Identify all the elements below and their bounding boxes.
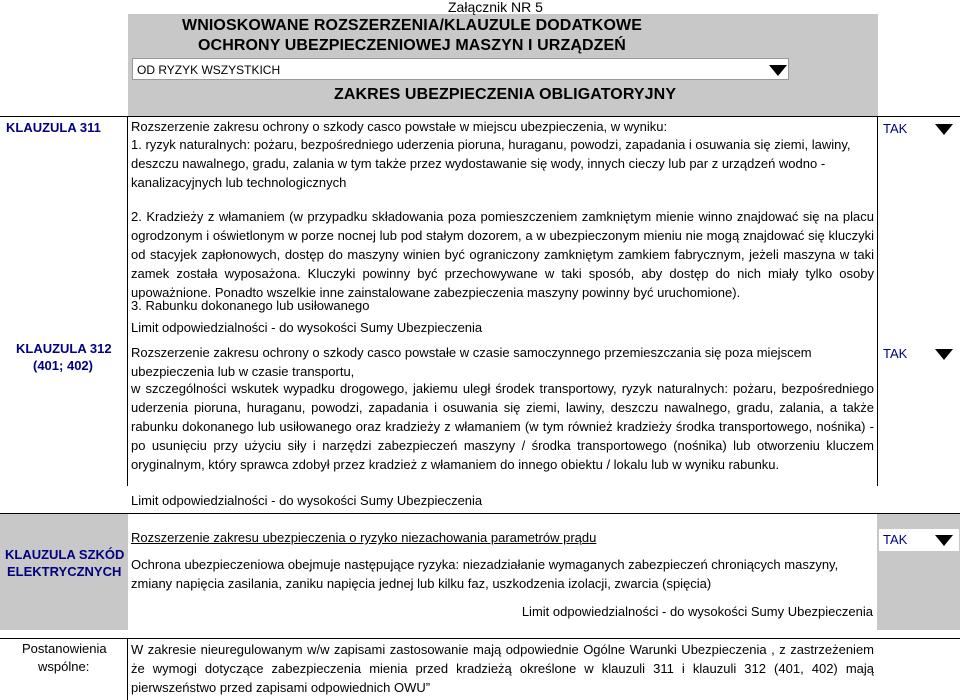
- chevron-down-icon[interactable]: [769, 65, 787, 76]
- annex-label: Załącznik NR 5: [448, 0, 543, 15]
- electrical-top-rule: [0, 513, 960, 514]
- common-text: W zakresie nieuregulowanym w/w zapisami zastosowanie mają odpowiednie Ogólne Warunki Ubezpieczenia , z zastrzeżeniem że wymogi dotyczące zabezpieczenia mienia przed kradzieżą określone w klauzuli 311 i klauzuli 312 (401, 402) mają pierwszeństwo przed zapisami odpowiednich OWU”: [131, 642, 874, 695]
- clause-311-item1: 1. ryzyk naturalnych: pożaru, bezpośredniego uderzenia pioruna, huraganu, powodzi, zapadania i osuwania się ziemi, lawiny, deszczu nawalnego, gradu, zalania w tym także przez wydostawanie się wody, innych cieczy lub par z urządzeń wodno - kanalizacyjnych lub technologicznych: [131, 137, 851, 190]
- clause-312-choice-select[interactable]: [879, 343, 959, 365]
- right-col-separator: [877, 116, 878, 486]
- clause-312-choice-value: TAK: [883, 346, 908, 361]
- chevron-down-icon[interactable]: [935, 535, 953, 546]
- clause-311-item2: 2. Kradzieży z włamaniem (w przypadku składowania poza pomieszczeniem zamkniętym mienie winno znajdować się na placu ogrodzonym i oświetlonym w porze nocnej lub pod stałym dozorem, a w ubezpieczonym mieniu nie mogą znajdować się kluczyki od stacyjek zapłonowych, dostęp do maszyny winien być ograniczony zamkniętym zamkiem fabrycznym, jeżeli maszyna w taki zamek została wyposażona. Kluczyki powinny być przechowywane w taki sposób, aby dostęp do nich miały tylko osoby upoważnione. Ponadto wszelkie inne zainstalowane zabezpieczenia maszyny powinny być uruchomione).: [131, 209, 874, 300]
- chevron-down-icon[interactable]: [935, 124, 953, 135]
- electrical-label-line1: KLAUZULA SZKÓD: [5, 547, 125, 562]
- clause-311-item3: 3. Rabunku dokonanego lub usiłowanego: [131, 298, 370, 313]
- clause-312-text2: w szczególności wskutek wypadku drogowego, jakiemu uległ środek transportowy, ryzyk naturalnych: pożaru, bezpośredniego uderzenia pioruna, huraganu, powodzi, zapadania i osuwania się ziemi, lawiny, deszczu nawalnego, gradu, zalania, a także rabunku dokonanego lub usiłowanego oraz kradzieży z włamaniem (w tym również kradzieży środka transportowego, nośnika) - po usunięciu przy użyciu siły i narzędzi zabezpieczeń maszyny / środka transportowego (nośnika) lub otworzeniu kluczem oryginalnym, który sprawca zdobył przez kradzież z włamaniem do innego obiektu / lokalu lub w wyniku rabunku.: [131, 381, 874, 472]
- common-label-line1: Postanowienia: [22, 641, 107, 656]
- scope-title: ZAKRES UBEZPIECZENIA OBLIGATORYJNY: [334, 86, 677, 103]
- clause-312-label-line2: (401; 402): [33, 358, 93, 373]
- clause-312-label-line1: KLAUZULA 312: [16, 341, 112, 356]
- electrical-choice-value: TAK: [883, 532, 908, 547]
- clause-312-limit: Limit odpowiedzialności - do wysokości Sumy Ubezpieczenia: [131, 493, 483, 508]
- common-label-line2: wspólne:: [38, 659, 90, 674]
- clause-312-text1: Rozszerzenie zakresu ochrony o szkody casco powstałe w czasie samoczynnego przemieszczania się poza miejscem ubezpieczenia lub w czasie transportu,: [131, 345, 812, 379]
- clause-311-choice-value: TAK: [883, 121, 908, 136]
- clause-311-choice-select[interactable]: [879, 118, 959, 140]
- left-col-separator: [127, 116, 128, 486]
- common-left-separator: [127, 638, 128, 700]
- electrical-choice-select[interactable]: [879, 529, 959, 551]
- clause-311-label: KLAUZULA 311: [6, 120, 101, 135]
- electrical-label-line2: ELEKTRYCZNYCH: [7, 564, 122, 579]
- header-title-line2: OCHRONY UBEZPIECZENIOWEJ MASZYN I URZĄDZEŃ: [198, 37, 626, 54]
- chevron-down-icon[interactable]: [935, 349, 953, 360]
- electrical-limit: Limit odpowiedzialności - do wysokości Sumy Ubezpieczenia: [521, 604, 873, 619]
- risk-select[interactable]: [132, 58, 789, 80]
- common-top-rule: [0, 638, 960, 639]
- clause-311-limit: Limit odpowiedzialności - do wysokości Sumy Ubezpieczenia: [131, 320, 483, 335]
- electrical-heading: Rozszerzenie zakresu ubezpieczenia o ryzyko niezachowania parametrów prądu: [131, 530, 597, 545]
- clause-311-intro: Rozszerzenie zakresu ochrony o szkody casco powstałe w miejscu ubezpieczenia, w wyniku:: [131, 119, 668, 134]
- risk-select-value: OD RYZYK WSZYSTKICH: [137, 63, 281, 77]
- electrical-text: Ochrona ubezpieczeniowa obejmuje następujące ryzyka: niezadziałanie wymaganych zabezpieczeń chroniących maszyny, zmiany napięcia zasilania, zaniku napięcia jednej lub kilku faz, uszkodzenia izolacji, zwarcia (spięcia): [131, 557, 839, 591]
- header-title-line1: WNIOSKOWANE ROZSZERZENIA/KLAUZULE DODATKOWE: [182, 17, 642, 34]
